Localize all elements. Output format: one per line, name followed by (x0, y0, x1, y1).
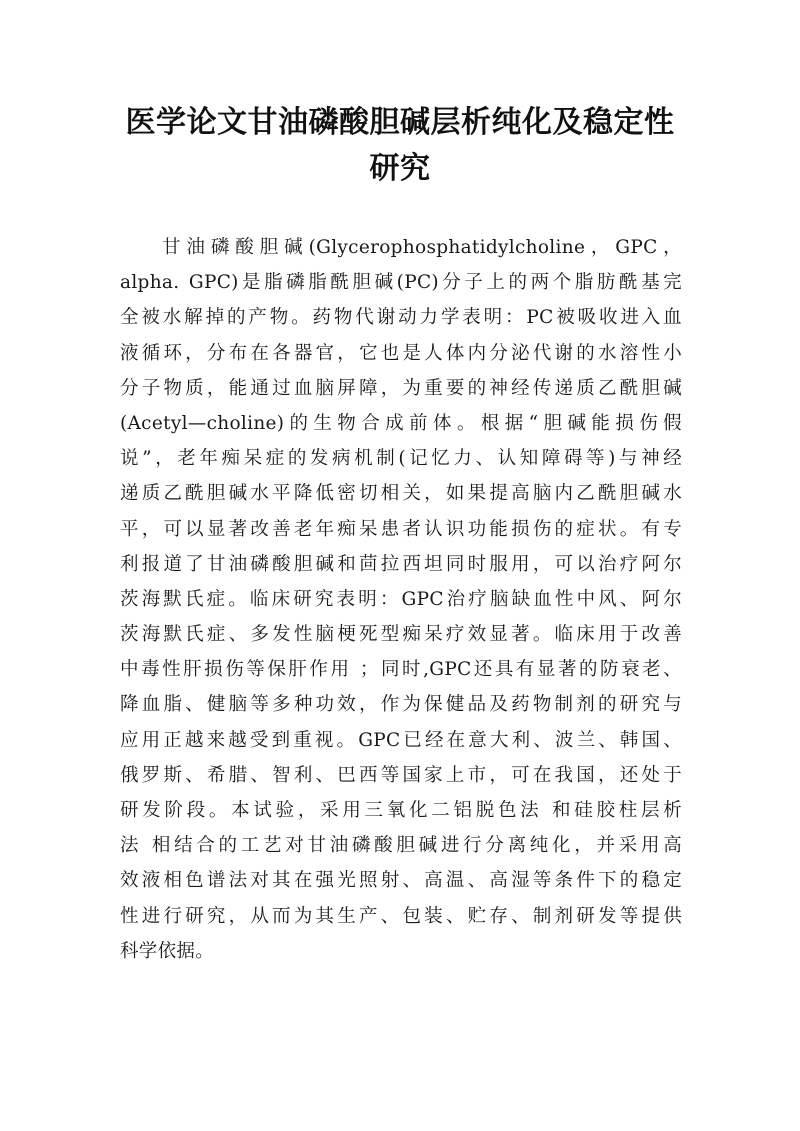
paragraph-line: 法 相结合的工艺对甘油磷酸胆碱进行分离纯化，并采用高 (120, 835, 682, 857)
body-paragraph (120, 230, 682, 969)
paragraph-line: 茨海默氏症。临床研究表明：GPC治疗脑缺血性中风、阿尔 (120, 588, 682, 610)
paragraph-line: 茨海默氏症、多发性脑梗死型痴呆疗效显著。临床用于改善 (120, 624, 682, 646)
paragraph-line: 递质乙酰胆碱水平降低密切相关，如果提高脑内乙酰胆碱水 (120, 483, 682, 505)
paragraph-line: 研发阶段。本试验，采用三氧化二铝脱色法 和硅胶柱层析 (120, 800, 682, 821)
title-line: 研究 (369, 151, 431, 186)
paragraph-line: alpha. GPC)是脂磷脂酰胆碱(PC)分子上的两个脂肪酰基完 (120, 272, 682, 294)
paragraph-line: (Acetyl—choline)的生物合成前体。根据“胆碱能损伤假 (120, 412, 682, 434)
paragraph-line: 效液相色谱法对其在强光照射、高温、高湿等条件下的稳定 (120, 870, 682, 892)
paragraph-line: 降血脂、健脑等多种功效，作为保健品及药物制剂的研究与 (120, 694, 682, 716)
document-title (120, 100, 680, 192)
paragraph-line: 中毒性肝损伤等保肝作用 ；同时,GPC还具有显著的防衰老、 (120, 659, 682, 681)
paragraph-line: 科学依据。 (120, 940, 215, 962)
paragraph-line: 分子物质，能通过血脑屏障，为重要的神经传递质乙酰胆碱 (120, 377, 682, 399)
paragraph-line: 俄罗斯、希腊、智利、巴西等国家上市，可在我国，还处于 (120, 764, 682, 786)
paragraph-line: 利报道了甘油磷酸胆碱和茴拉西坦同时服用，可以治疗阿尔 (120, 553, 682, 575)
paragraph-line: 性进行研究，从而为其生产、包装、贮存、制剂研发等提供 (120, 905, 682, 927)
paragraph-line: 平，可以显著改善老年痴呆患者认识功能损伤的症状。有专 (120, 518, 682, 540)
paragraph-line: 液循环，分布在各器官，它也是人体内分泌代谢的水溶性小 (120, 342, 682, 364)
paragraph-line: 说”，老年痴呆症的发病机制(记忆力、认知障碍等)与神经 (120, 448, 682, 470)
paragraph-line: 甘油磷酸胆碱(Glycerophosphatidylcholine，GPC， (162, 237, 682, 258)
title-line: 医学论文甘油磷酸胆碱层析纯化及稳定性 (125, 105, 675, 140)
paragraph-line: 全被水解掉的产物。药物代谢动力学表明：PC被吸收进入血 (120, 307, 682, 329)
paragraph-line: 应用正越来越受到重视。GPC已经在意大利、波兰、韩国、 (120, 729, 682, 751)
